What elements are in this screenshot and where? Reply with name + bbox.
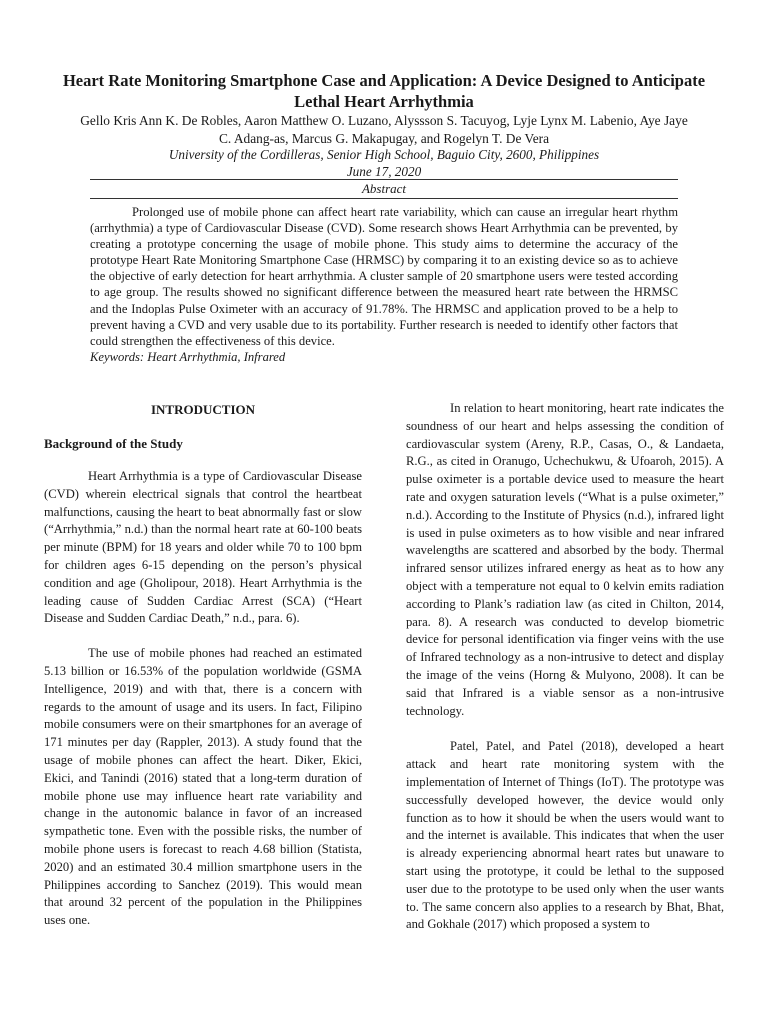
abstract-top-rule — [90, 179, 678, 180]
paragraph: Patel, Patel, and Patel (2018), developed a heart attack and heart rate monitoring system with the implementation of Internet of Things (IoT). The prototype was successfully developed however, the device would only function as to how it should be when the users would want to and the internet is available. This indicates that when the user is already experiencing abnormal heart rates but unaware to start using the prototype, it could be lethal to the supposed user due to the prototype to be used only when the user wants to. The same concern also applies to a research by Bhat, Bhat, and Gokhale (2017) which proposed a system to — [406, 739, 724, 932]
keywords: Keywords: Heart Arrhythmia, Infrared — [90, 350, 286, 364]
paragraph: Heart Arrhythmia is a type of Cardiovascular Disease (CVD) wherein electrical signals that control the heartbeat malfunctions, causing the heart to beat abnormally fast or slow (“Arrhythmia,” n.d.) than the normal heart rate at 60-100 beats per minute (BPM) for 18 years and older while 70 to 100 bpm for children ages 6-15 depending on the person’s physical condition and age (Gholipour, 2018). Heart Arrhythmia is the leading cause of Sudden Cardiac Arrest (SCA) (“Heart Disease and Sudden Cardiac Death,” n.d., para. 6). — [44, 469, 362, 626]
publication-date: June 17, 2020 — [346, 164, 422, 179]
right-column — [406, 400, 724, 934]
paper-title: Heart Rate Monitoring Smartphone Case and Application: A Device Designed to Anticipate Lethal Heart Arrhythmia — [62, 71, 706, 111]
author-list: Gello Kris Ann K. De Robles, Aaron Matthew O. Luzano, Alyssson S. Tacuyog, Lyje Lynx M. Labenio, Aye Jaye C. Adang-as, Marcus G. Makapugay, and Rogelyn T. De Vera — [80, 113, 688, 146]
section-heading-introduction: INTRODUCTION — [150, 402, 255, 417]
affiliation: University of the Cordilleras, Senior High School, Baguio City, 2600, Philippines — [168, 147, 600, 162]
subheading-background: Background of the Study — [44, 436, 183, 451]
abstract-body: Prolonged use of mobile phone can affect heart rate variability, which can cause an irregular heart rhythm (arrhythmia) a type of Cardiovascular Disease (CVD). Some research shows Heart Arrhythmia can be prevented, by creating a prototype concerning the usage of mobile phone. This study aims to determine the accuracy of the prototype Heart Rate Monitoring Smartphone Case (HRMSC) by comparing it to an existing device so as to achieve the objective of early detection for heart arrhythmia. A cluster sample of 20 smartphone users were tested according to age group. The results showed no significant difference between the measured heart rate between the HRMSC and the Indoplas Pulse Oximeter with an accuracy of 91.78%. The HRMSC and application proved to be a help to prevent having a CVD and very usable due to its portability. Further research is needed to identify other factors that could strengthen the effectiveness of this device. — [90, 205, 678, 348]
abstract-heading: Abstract — [361, 181, 407, 196]
left-column — [44, 400, 362, 930]
paragraph: The use of mobile phones had reached an estimated 5.13 billion or 16.53% of the population worldwide (GSMA Intelligence, 2019) and with that, there is a concern with regards to the amount of usage and its users. In fact, Filipino mobile consumers were on their smartphones for an average of 171 minutes per day (Rappler, 2013). A study found that the usage of mobile phones can affect the heart. Diker, Ekici, Ekici, and Tanindi (2016) stated that a long-term duration of mobile phone use may influence heart rate variability and change in the autonomic balance in favor of an increased sympathetic tone. Even with the possible risks, the number of mobile phone users is forecast to reach 4.68 billion (Statista, 2020) and an estimated 30.4 million smartphone users in the Philippines according to Sanchez (2019). This would mean that around 32 percent of the population in the Philippines uses one. — [44, 646, 362, 928]
abstract-heading-rule — [90, 198, 678, 199]
paragraph: In relation to heart monitoring, heart rate indicates the soundness of our heart and helps assessing the condition of cardiovascular system (Areny, R.P., Casas, O., & Landaeta, R.G., as cited in Oranugo, Uchechukwu, & Ufoaroh, 2015). A pulse oximeter is a portable device used to measure the heart rate and oxygen saturation levels (“What is a pulse oximeter,” n.d.). According to the Institute of Physics (n.d.), infrared light is used in pulse oximeters as to how visible and near infrared wavelengths are scattered and absorbed by the body. Thermal infrared sensor utilizes infrared energy as heat as to how any object with a temperature not equal to 0 kelvin emits radiation according to Plank’s radiation law (as cited in Chilton, 2014, para. 8). A research was conducted to develop biometric device for personal identification via finger veins with the use of Infrared technology as a non-intrusive to detect and display the image of the veins (Horng & Mulyono, 2008). It can be said that Infrared is a viable sensor as a non-intrusive technology. — [406, 401, 724, 718]
